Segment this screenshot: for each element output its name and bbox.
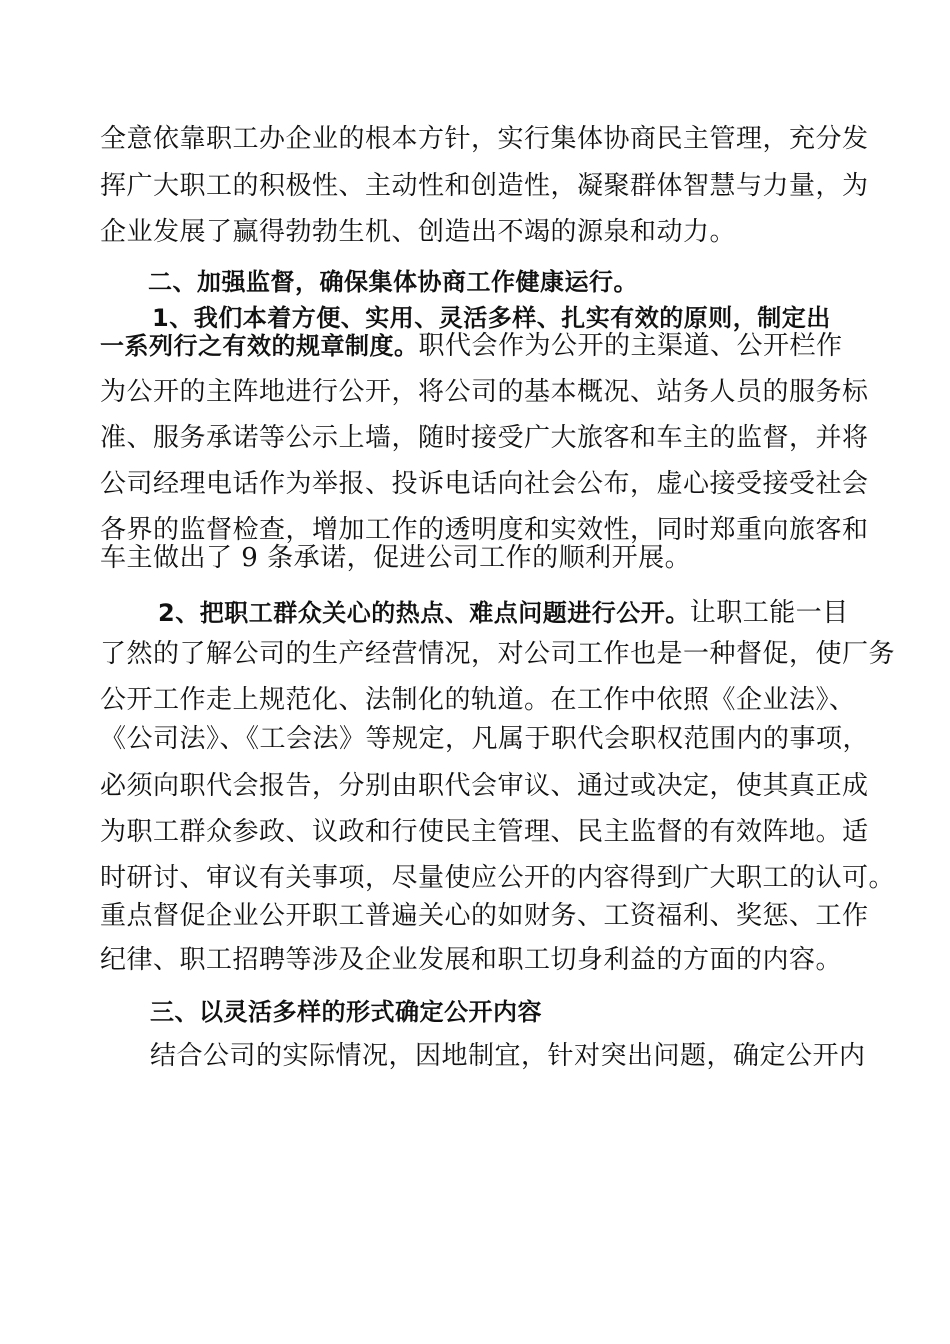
item-two-line-5: 必须向职代会报告，分别由职代会审议、通过或决定，使其真正成 <box>100 771 869 801</box>
item-two-line-9: 纪律、职工招聘等涉及企业发展和职工切身利益的方面的内容。 <box>100 945 843 975</box>
item-one-bold-line-2: 一系列行之有效的规章制度。 <box>100 332 419 360</box>
item-two-line-3: 公开工作走上规范化、法制化的轨道。在工作中依照《企业法》、 <box>100 685 856 715</box>
section-three-line-1: 结合公司的实际情况，因地制宜，针对突出问题，确定公开内 <box>150 1041 866 1071</box>
intro-line-3: 企业发展了赢得勃勃生机、创造出不竭的源泉和动力。 <box>100 217 737 247</box>
section-two-heading: 二、加强监督，确保集体协商工作健康运行。 <box>148 268 638 296</box>
item-one-line-4: 准、服务承诺等公示上墙，随时接受广大旅客和车主的监督，并将 <box>100 423 869 453</box>
item-two-line-2: 了然的了解公司的生产经营情况，对公司工作也是一种督促，使厂务 <box>100 639 896 669</box>
item-one-line-5: 公司经理电话作为举报、投诉电话向社会公布，虚心接受接受社会 <box>100 469 869 499</box>
item-one-line-2 <box>100 330 870 362</box>
item-one-line-3: 为公开的主阵地进行公开，将公司的基本概况、站务人员的服务标 <box>100 377 869 407</box>
item-two-line-4: 《公司法》、《工会法》等规定，凡属于职代会职权范围内的事项， <box>100 724 870 754</box>
item-two-line-7: 时研讨、审议有关事项，尽量使应公开的内容得到广大职工的认可。 <box>100 863 896 893</box>
item-one-line-7: 车主做出了 9 条承诺，促进公司工作的顺利开展。 <box>100 543 692 573</box>
intro-line-1: 全意依靠职工办企业的根本方针，实行集体协商民主管理，充分发 <box>100 124 869 154</box>
item-two-line-8: 重点督促企业公开职工普遍关心的如财务、工资福利、奖惩、工作 <box>100 901 869 931</box>
item-two-line-6: 为职工群众参政、议政和行使民主管理、民主监督的有效阵地。适 <box>100 817 869 847</box>
item-two-lead-rest: 让职工能一目 <box>689 598 849 628</box>
intro-line-2: 挥广大职工的积极性、主动性和创造性，凝聚群体智慧与力量，为 <box>100 171 869 201</box>
item-one-line-6: 各界的监督检查，增加工作的透明度和实效性，同时郑重向旅客和 <box>100 515 869 545</box>
item-two-line-1 <box>158 597 870 629</box>
item-one-line-2-rest: 职代会作为公开的主渠道、公开栏作 <box>418 331 843 361</box>
item-two-bold-lead: 2、把职工群众关心的热点、难点问题进行公开。 <box>158 599 690 627</box>
item-one-bold-line-1: 1、我们本着方便、实用、灵活多样、扎实有效的原则，制定出 <box>152 304 831 332</box>
section-three-heading: 三、以灵活多样的形式确定公开内容 <box>150 998 542 1026</box>
